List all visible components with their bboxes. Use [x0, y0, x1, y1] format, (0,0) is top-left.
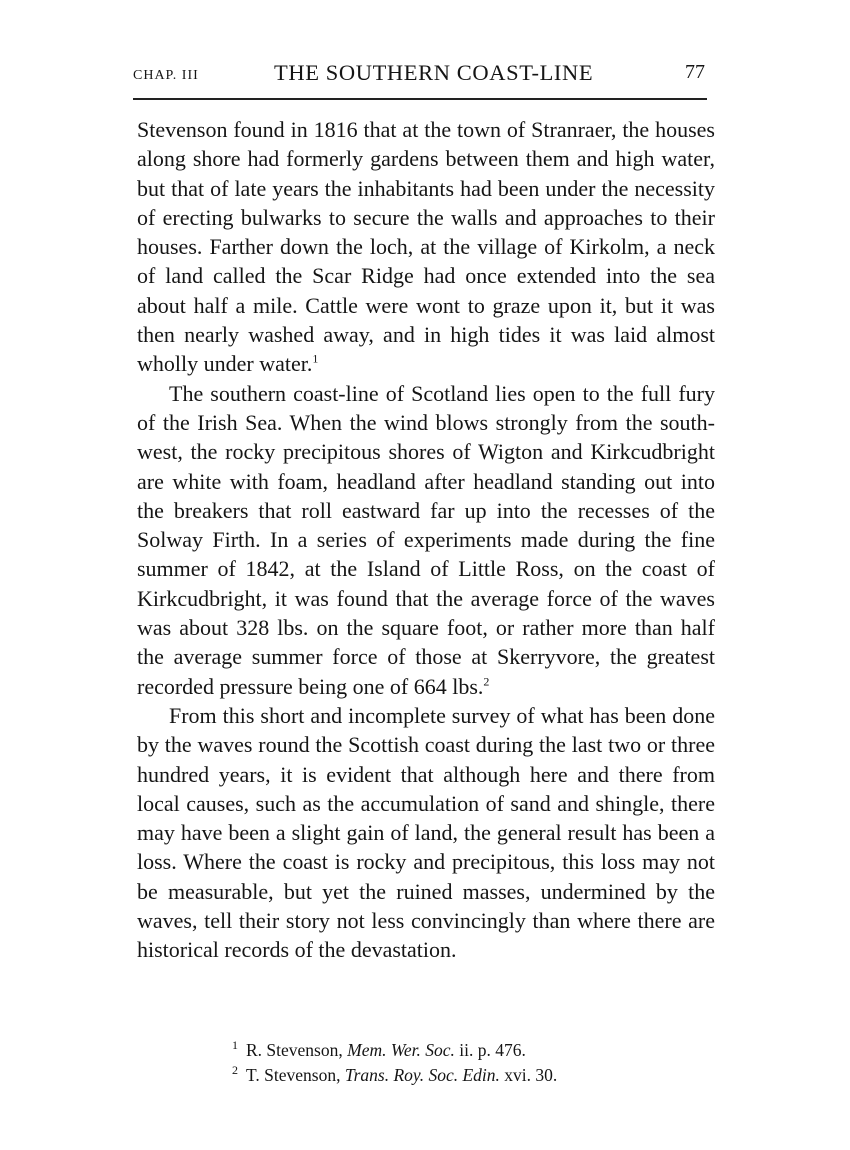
body-text: [137, 115, 715, 965]
footnote-2-work: Trans. Roy. Soc. Edin.: [344, 1065, 500, 1085]
paragraph-1-text: Stevenson found in 1816 that at the town of Stranraer, the houses along shore had formerly gardens between them and high water, but that of late years the inhabitants had been under the necessity of erecting bulwarks to secure the walls and approaches to their houses. Farther down the loch, at the village of Kirkolm, a neck of land called the Scar Ridge had once extended into the sea about half a mile. Cattle were wont to graze upon it, but it was then nearly washed away, and in high tides it was laid almost wholly under water.: [137, 117, 715, 377]
footnote-1-mark: 1: [232, 1038, 238, 1053]
footnote-2-mark: 2: [232, 1063, 238, 1078]
paragraph-3-text: From this short and incomplete survey of what has been done by the waves round the Scottish coast during the last two or three hundred years, it is evident that although here and there from local causes, such as the accumulation of sand and shingle, there may have been a slight gain of land, the general result has been a loss. Where the coast is rocky and precipitous, this loss may not be measurable, but yet the ruined masses, undermined by the waves, tell their story not less convincingly than where there are historical records of the devastation.: [137, 702, 715, 963]
footnote-1-author: R. Stevenson,: [246, 1040, 343, 1060]
running-head: [133, 58, 707, 90]
footnote-1: [232, 1038, 557, 1063]
chapter-label: CHAP. III: [133, 68, 199, 83]
footnote-1-ref: ii. p. 476.: [459, 1040, 526, 1060]
footnote-ref-1: 1: [312, 352, 319, 367]
footnote-1-work: Mem. Wer. Soc.: [347, 1040, 455, 1060]
footnote-2: [232, 1063, 557, 1088]
footnote-ref-2: 2: [483, 674, 490, 689]
footnote-2-author: T. Stevenson,: [246, 1065, 341, 1085]
paragraph-3: [137, 701, 715, 965]
paragraph-2: [137, 379, 715, 701]
header-rule: [133, 98, 707, 100]
page-number: 77: [685, 61, 705, 83]
running-title: THE SOUTHERN COAST-LINE: [274, 60, 594, 85]
paragraph-1: [137, 115, 715, 379]
footnotes: [232, 1038, 557, 1088]
footnote-2-ref: xvi. 30.: [504, 1065, 558, 1085]
paragraph-2-text: The southern coast-line of Scotland lies open to the full fury of the Irish Sea. When the wind blows strongly from the south-west, the rocky precipitous shores of Wigton and Kirkcudbright are white with foam, headland after headland standing out into the breakers that roll eastward far up into the recesses of the Solway Firth. In a series of experiments made during the fine summer of 1842, at the Island of Little Ross, on the coast of Kirkcudbright, it was found that the average force of the waves was about 328 lbs. on the square foot, or rather more than half the average summer force of those at Skerryvore, the greatest recorded pressure being one of 664 lbs.: [137, 380, 715, 699]
